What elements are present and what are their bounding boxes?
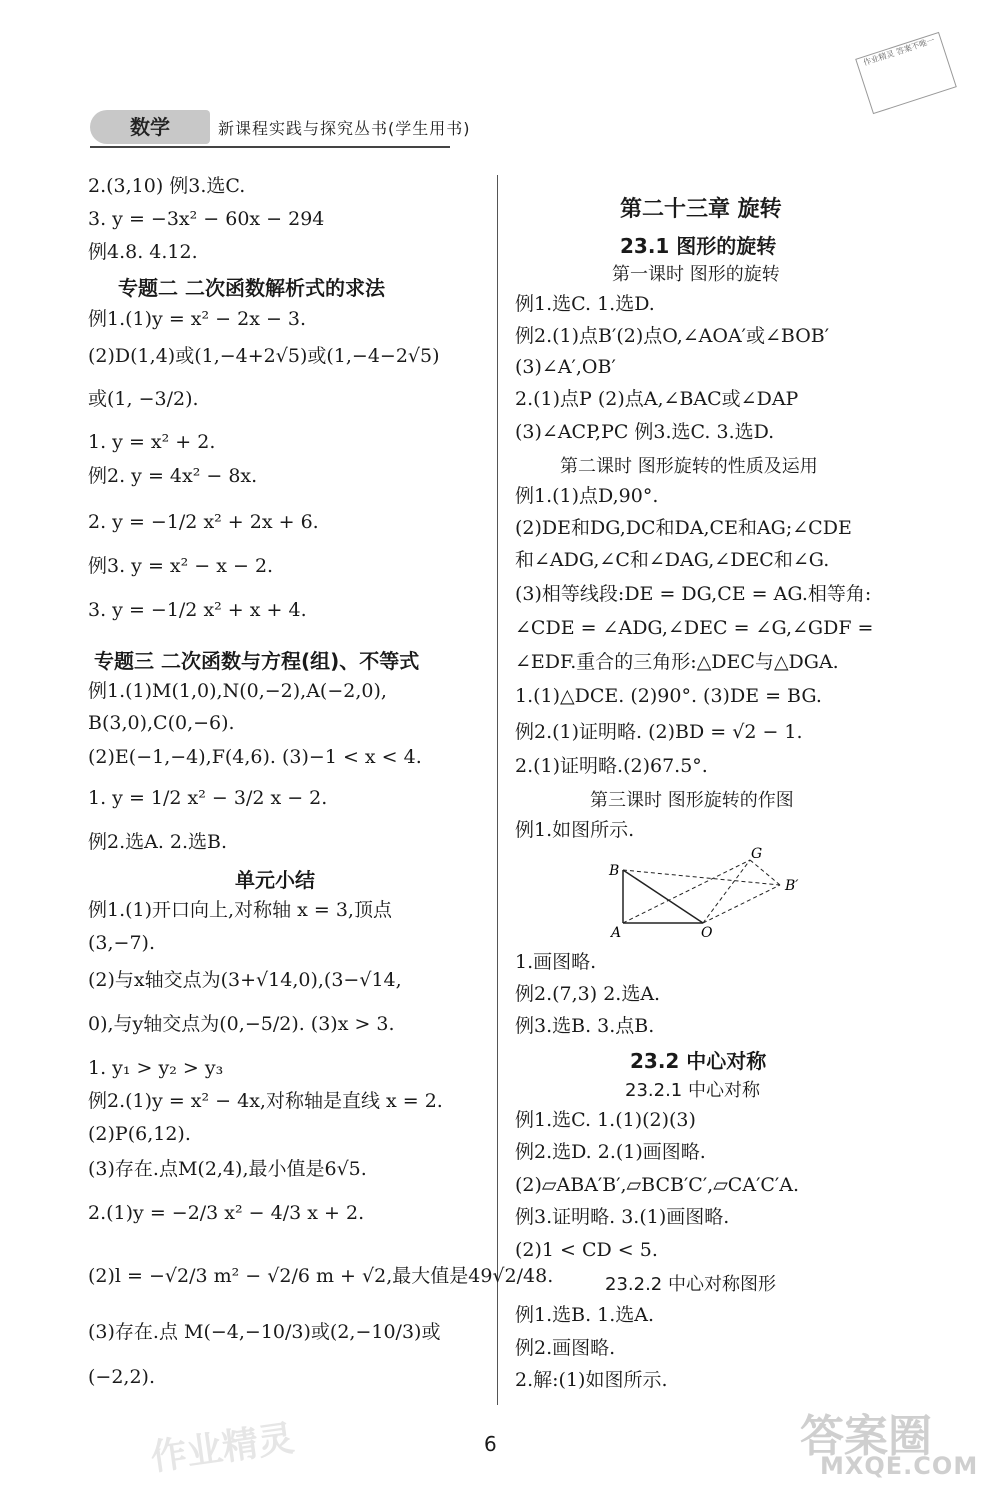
text-line: 例3. y = x² − x − 2. [88,555,274,577]
subsection-heading: 第一课时 图形的旋转 [612,264,780,285]
chapter-title: 第二十三章 旋转 [620,197,782,222]
text-line: ∠EDF.重合的三角形:△DEC与△DGA. [515,651,839,673]
text-line: (3)存在.点 M(−4,−10/3)或(2,−10/3)或 [88,1321,441,1343]
text-line: 1.画图略. [515,951,597,973]
watermark-logo: 作业精灵 [148,1418,297,1479]
text-line: 2.(1)点P (2)点A,∠BAC或∠DAP [515,388,799,410]
subsection-heading: 第二课时 图形旋转的性质及运用 [560,456,818,477]
text-line: (3,−7). [88,932,156,954]
text-line: 例2. y = 4x² − 8x. [88,465,258,487]
text-line: 例1.选B. 1.选A. [515,1304,655,1326]
text-line: 1. y₁ > y₂ > y₃ [88,1057,224,1079]
section-heading: 单元小结 [235,868,315,892]
segment-og [703,860,750,923]
segment-gbp [750,860,780,885]
text-line: (2)▱ABA′B′,▱BCB′C′,▱CA′C′A. [515,1174,799,1196]
text-line: 例1.(1)点D,90°. [515,485,659,507]
text-line: 3. y = −3x² − 60x − 294 [88,208,325,230]
subsection-heading: 23.2.1 中心对称 [625,1080,760,1101]
text-line: 2.解:(1)如图所示. [515,1369,668,1391]
text-line: 例1.(1)M(1,0),N(0,−2),A(−2,0), [88,680,387,702]
text-line: 例2.选D. 2.(1)画图略. [515,1141,706,1163]
column-divider [497,175,498,1405]
text-line: 例2.(1)点B′(2)点O,∠AOA′或∠BOB′ [515,325,830,347]
series-title: 新课程实践与探究丛书(学生用书) [218,119,471,138]
text-line: (2)DE和DG,DC和DA,CE和AG;∠CDE [515,517,852,539]
text-line: B(3,0),C(0,−6). [88,712,235,734]
watermark-url: MXQE.COM [820,1452,979,1480]
text-line: 2. y = −1/2 x² + 2x + 6. [88,511,319,533]
text-line: 0),与y轴交点为(0,−5/2). (3)x > 3. [88,1013,395,1035]
text-line: 2.(1)证明略.(2)67.5°. [515,755,708,777]
label-g: G [751,846,763,862]
subsection-heading: 23.2.2 中心对称图形 [605,1274,776,1295]
section-heading: 专题三 二次函数与方程(组)、不等式 [94,649,420,673]
text-line: 2.(3,10) 例3.选C. [88,175,246,197]
text-line: (2)1 < CD < 5. [515,1239,658,1261]
page-number: 6 [484,1432,497,1456]
text-line: 或(1, −3/2). [88,388,199,410]
text-line: 1. y = 1/2 x² − 3/2 x − 2. [88,787,328,809]
segment-bo [623,870,703,923]
text-line: 3. y = −1/2 x² + x + 4. [88,599,307,621]
text-line: 例3.选B. 3.点B. [515,1015,655,1037]
text-line: ∠CDE = ∠ADG,∠DEC = ∠G,∠GDF = [515,617,874,639]
label-b-prime: B′ [785,878,799,894]
section-heading: 23.2 中心对称 [630,1049,767,1073]
text-line: 例4.8. 4.12. [88,241,198,263]
text-line: (3)存在.点M(2,4),最小值是6√5. [88,1158,367,1180]
rotation-figure [605,845,805,940]
text-line: (3)相等线段:DE = DG,CE = AG.相等角: [515,583,872,605]
text-line: (2)D(1,4)或(1,−4+2√5)或(1,−4−2√5) [88,345,440,367]
text-line: 例2.(1)证明略. (2)BD = √2 − 1. [515,721,803,743]
segment-bbp [623,870,780,885]
text-line: 例1.(1)y = x² − 2x − 3. [88,308,307,330]
corner-stamp: 作业精灵 答案不唯一 [855,32,957,114]
text-line: (3)∠ACP,PC 例3.选C. 3.选D. [515,421,775,443]
text-line: 例1.如图所示. [515,819,635,841]
label-a: A [611,925,622,940]
subsection-heading: 第三课时 图形旋转的作图 [590,790,794,811]
watermark-brand: 答案圈 [800,1411,932,1462]
text-line: (2)E(−1,−4),F(4,6). (3)−1 < x < 4. [88,746,422,768]
text-line: 例2.选A. 2.选B. [88,831,228,853]
text-line: 例3.证明略. 3.(1)画图略. [515,1206,730,1228]
text-line: (2)P(6,12). [88,1123,191,1145]
text-line: (2)l = −√2/3 m² − √2/6 m + √2,最大值是49√2/48. [88,1265,554,1287]
text-line: 例1.(1)开口向上,对称轴 x = 3,顶点 [88,899,392,921]
text-line: 例1.选C. 1.选D. [515,293,655,315]
text-line: 例2.画图略. [515,1337,616,1359]
text-line: (2)与x轴交点为(3+√14,0),(3−√14, [88,969,402,991]
text-line: 例2.(1)y = x² − 4x,对称轴是直线 x = 2. [88,1090,443,1112]
header-rule [90,146,450,148]
section-heading: 23.1 图形的旋转 [620,234,777,258]
text-line: (3)∠A′,OB′ [515,356,616,378]
text-line: 2.(1)y = −2/3 x² − 4/3 x + 2. [88,1202,365,1224]
text-line: 例1.选C. 1.(1)(2)(3) [515,1109,696,1131]
text-line: 例2.(7,3) 2.选A. [515,983,661,1005]
text-line: (−2,2). [88,1366,156,1388]
text-line: 1.(1)△DCE. (2)90°. (3)DE = BG. [515,685,822,707]
segment-ag [623,860,750,923]
text-line: 和∠ADG,∠C和∠DAG,∠DEC和∠G. [515,549,830,571]
label-b: B [609,863,620,879]
segment-obp [703,885,780,923]
section-heading: 专题二 二次函数解析式的求法 [118,276,385,300]
label-o: O [701,925,713,940]
text-line: 1. y = x² + 2. [88,431,216,453]
subject-tab: 数学 [90,110,210,144]
